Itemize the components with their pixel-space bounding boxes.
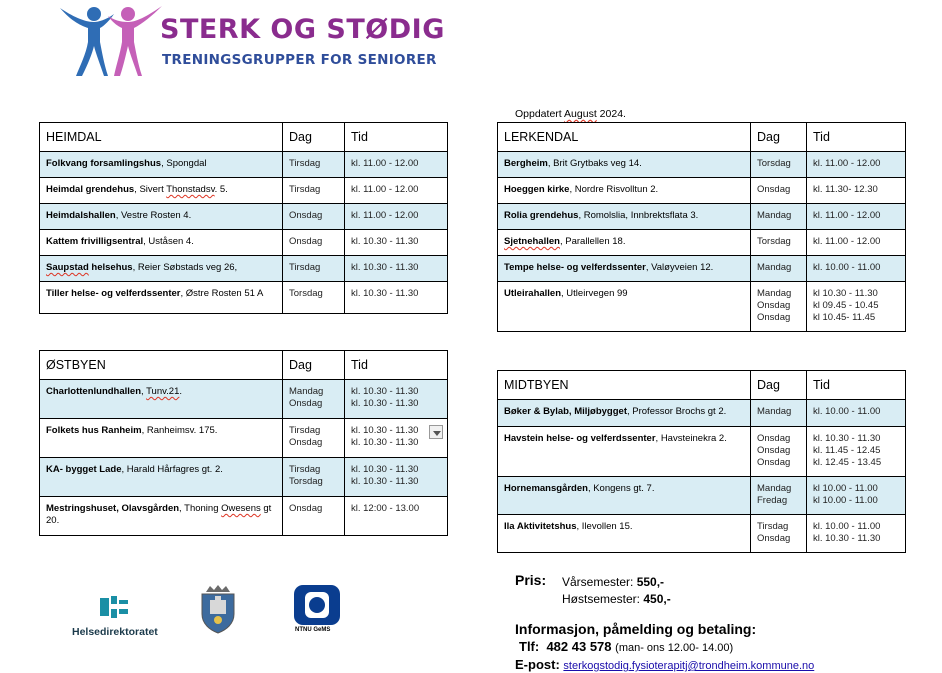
dropdown-arrow-icon[interactable] [429, 425, 443, 439]
place-address: , Professor Brochs gt 2. [627, 406, 727, 417]
place-name: Folkets hus Ranheim [46, 425, 142, 436]
table-row [498, 256, 906, 282]
day-cell: Mandag [751, 400, 807, 427]
place-address: , Parallellen 18. [559, 236, 626, 247]
place-name: Folkvang forsamlingshus [46, 158, 162, 169]
time-cell: kl. 11.00 - 12.00 [807, 230, 906, 256]
day-cell: Mandag [751, 204, 807, 230]
place-address-end: . 5. [214, 184, 228, 195]
time-cell: kl 09.45 - 10.45 [813, 300, 879, 311]
time-cell: kl 10.00 - 11.00 [813, 495, 878, 506]
phone-label: Tlf: [519, 639, 540, 654]
place-name: Rolia grendehus [504, 210, 579, 221]
day-cell: Torsdag [283, 282, 345, 314]
region-heading: LERKENDAL [498, 123, 751, 152]
day-cell: Onsdag [757, 533, 791, 544]
time-cell: kl. 11.45 - 12.45 [813, 445, 881, 456]
heimdal-table [39, 122, 448, 314]
time-cell: kl. 12:00 - 13.00 [345, 497, 448, 536]
place-name: Heimdal grendehus [46, 184, 135, 195]
email-line [515, 657, 814, 672]
day-cell: Onsdag [757, 445, 791, 456]
place-address-flagged: Tunv.21 [146, 386, 180, 397]
sterk-og-stodig-figures-icon [58, 2, 163, 80]
table-row [40, 204, 448, 230]
day-cell: Mandag [289, 386, 324, 397]
time-cell: kl. 10.30 - 11.30 [351, 398, 419, 409]
price-autumn-label: Høstsemester: [562, 592, 644, 606]
place-address: , Sivert [134, 184, 167, 195]
place-address: , Thoning [179, 503, 222, 514]
time-cell: kl. 10.30 - 11.30 [351, 476, 419, 487]
time-cell: kl. 11.00 - 12.00 [345, 178, 448, 204]
day-cell: Torsdag [289, 476, 323, 487]
place-address: , Valøyveien 12. [645, 262, 714, 273]
day-cell: Onsdag [283, 230, 345, 256]
place-name: Tiller helse- og velferdssenter [46, 288, 181, 299]
lerkendal-table [497, 122, 906, 332]
updated-year: 2024. [599, 108, 626, 120]
day-cell: Tirsdag [283, 152, 345, 178]
midtbyen-table [497, 370, 906, 553]
day-cell: Tirsdag [289, 464, 321, 475]
day-cell: Fredag [757, 495, 788, 506]
time-cell: kl. 10.30 - 11.30 [351, 425, 419, 436]
place-name: Tempe helse- og velferdssenter [504, 262, 646, 273]
logo-title: STERK OG STØDIG [160, 14, 445, 45]
table-row [40, 256, 448, 282]
table-row [40, 380, 448, 419]
place-name: Bøker & Bylab, Miljøbygget [504, 406, 627, 417]
place-address: , Uståsen 4. [143, 236, 194, 247]
time-cell: kl. 11.00 - 12.00 [807, 152, 906, 178]
day-cell: Onsdag [289, 437, 323, 448]
table-row [40, 497, 448, 536]
day-cell: Onsdag [757, 300, 791, 311]
day-cell: Mandag [751, 256, 807, 282]
ntnu-gems-logo [293, 584, 341, 640]
email-link[interactable]: sterkogstodig.fysioterapitj@trondheim.kommune.no [563, 660, 815, 672]
time-cell: kl. 10.30 - 11.30 [351, 464, 419, 475]
phone-number[interactable]: 482 43 578 [546, 639, 612, 654]
place-address: , Utleirvegen 99 [561, 288, 628, 299]
time-cell: kl 10.45- 11.45 [813, 312, 876, 323]
place-name: Sjetnehallen [504, 236, 560, 247]
helsedirektoratet-logo [72, 594, 167, 640]
table-row [40, 282, 448, 314]
time-cell: kl. 10.30 - 11.30 [351, 437, 419, 448]
time-cell: kl. 10.00 - 11.00 [807, 400, 906, 427]
table-row [498, 515, 906, 553]
day-cell: Mandag [757, 288, 792, 299]
info-heading: Informasjon, påmelding og betaling: [515, 621, 757, 637]
time-cell: kl. 11.00 - 12.00 [345, 152, 448, 178]
place-address-flagged: Owesens [221, 503, 261, 514]
phone-line [519, 639, 733, 654]
table-row [498, 230, 906, 256]
day-cell: Onsdag [757, 433, 791, 444]
table-row [40, 178, 448, 204]
time-cell: kl. 10.30 - 11.30 [345, 282, 448, 314]
table-row [498, 178, 906, 204]
place-address-flagged: Thonstadsv [166, 184, 215, 195]
time-cell: kl. 10.30 - 11.30 [351, 386, 419, 397]
table-header-row [498, 371, 906, 400]
region-heading: ØSTBYEN [40, 351, 283, 380]
price-autumn [562, 592, 671, 606]
time-cell: kl 10.30 - 11.30 [813, 288, 878, 299]
time-cell: kl. 10.30 - 11.30 [813, 433, 881, 444]
updated-month: August [564, 108, 597, 120]
day-cell: Tirsdag [757, 521, 789, 532]
helsedirektoratet-icon [99, 594, 129, 620]
place-name: Saupstad [46, 262, 89, 273]
time-heading: Tid [807, 123, 906, 152]
place-address: , Ranheimsv. 175. [141, 425, 218, 436]
table-row [40, 458, 448, 497]
price-autumn-value: 450,- [643, 592, 671, 606]
table-header-row [40, 351, 448, 380]
place-name-rest: helsehus [88, 262, 133, 273]
day-cell: Onsdag [757, 457, 791, 468]
place-name: KA- bygget Lade [46, 464, 122, 475]
time-cell: kl. 10.00 - 11.00 [813, 521, 881, 532]
day-heading: Dag [751, 371, 807, 400]
place-name: Bergheim [504, 158, 548, 169]
day-cell: Tirsdag [283, 178, 345, 204]
day-cell: Onsdag [757, 312, 791, 323]
day-cell: Tirsdag [289, 425, 321, 436]
place-address: , Nordre Risvolltun 2. [569, 184, 659, 195]
place-name: Kattem frivilligsentral [46, 236, 144, 247]
day-cell: Tirsdag [283, 256, 345, 282]
table-header-row [498, 123, 906, 152]
time-cell: kl. 11.00 - 12.00 [807, 204, 906, 230]
place-address: , Ilevollen 15. [576, 521, 633, 532]
email-label: E-post: [515, 657, 560, 672]
ntnu-gems-text: NTNU GeMS [295, 627, 331, 633]
time-cell: kl. 10.30 - 11.30 [813, 533, 881, 544]
day-cell: Onsdag [751, 178, 807, 204]
updated-prefix: Oppdatert [515, 108, 562, 120]
place-address-end: gt 20. [46, 503, 272, 526]
price-spring-value: 550,- [636, 575, 665, 589]
day-heading: Dag [751, 123, 807, 152]
place-address: , Spongdal [161, 158, 207, 169]
place-address: , [141, 386, 147, 397]
day-cell: Onsdag [283, 204, 345, 230]
place-address: , Harald Hårfagres gt. 2. [121, 464, 223, 475]
day-cell: Torsdag [751, 230, 807, 256]
header-logo [58, 2, 445, 80]
day-heading: Dag [283, 351, 345, 380]
place-name: Hornemansgården [504, 483, 588, 494]
place-name: Hoeggen kirke [504, 184, 570, 195]
place-name: Utleirahallen [504, 288, 562, 299]
table-row [498, 282, 906, 332]
table-row [40, 419, 448, 458]
time-cell: kl. 10.30 - 11.30 [345, 230, 448, 256]
place-name: Heimdalshallen [46, 210, 116, 221]
time-cell: kl 10.00 - 11.00 [813, 483, 878, 494]
day-cell: Torsdag [751, 152, 807, 178]
place-address: , Østre Rosten 51 A [180, 288, 264, 299]
phone-hours: (man- ons 12.00- 14.00) [615, 642, 734, 654]
helsedirektoratet-text: Helsedirektoratet [72, 626, 158, 638]
time-cell: kl. 11.30- 12.30 [807, 178, 906, 204]
place-address: , Kongens gt. 7. [587, 483, 655, 494]
place-address-end: . [179, 386, 183, 397]
day-cell: Onsdag [283, 497, 345, 536]
table-row [498, 152, 906, 178]
logo-subtitle: TRENINGSGRUPPER FOR SENIORER [162, 52, 437, 68]
time-cell: kl. 11.00 - 12.00 [345, 204, 448, 230]
time-cell: kl. 10.30 - 11.30 [345, 256, 448, 282]
place-name: Mestringshuset, Olavsgården [46, 503, 180, 514]
price-spring [562, 575, 664, 589]
ostbyen-table [39, 350, 448, 536]
time-cell: kl. 12.45 - 13.45 [813, 457, 882, 468]
table-row [40, 152, 448, 178]
time-heading: Tid [807, 371, 906, 400]
price-spring-label: Vårsemester: [562, 575, 637, 589]
region-heading: HEIMDAL [40, 123, 283, 152]
day-cell: Mandag [757, 483, 792, 494]
updated-note [515, 108, 626, 120]
day-cell: Onsdag [289, 398, 323, 409]
table-header-row [40, 123, 448, 152]
place-address: , Vestre Rosten 4. [115, 210, 192, 221]
time-heading: Tid [345, 123, 448, 152]
time-cell: kl. 10.00 - 11.00 [807, 256, 906, 282]
place-name: Ila Aktivitetshus [504, 521, 577, 532]
place-address: , Romolslia, Innbrektsflata 3. [578, 210, 699, 221]
place-address: , Havsteinekra 2. [655, 433, 727, 444]
table-row [40, 230, 448, 256]
table-row [498, 477, 906, 515]
region-heading: MIDTBYEN [498, 371, 751, 400]
place-address: , Reier Søbstads veg 26, [132, 262, 238, 273]
trondheim-crest-icon [198, 584, 238, 634]
table-row [498, 400, 906, 427]
table-row [498, 204, 906, 230]
time-heading: Tid [345, 351, 448, 380]
ntnu-gems-icon [293, 584, 341, 626]
table-row [498, 427, 906, 477]
place-address: , Brit Grytbaks veg 14. [547, 158, 642, 169]
place-name: Havstein helse- og velferdssenter [504, 433, 656, 444]
day-heading: Dag [283, 123, 345, 152]
price-label: Pris: [515, 572, 547, 588]
place-name: Charlottenlundhallen [46, 386, 141, 397]
